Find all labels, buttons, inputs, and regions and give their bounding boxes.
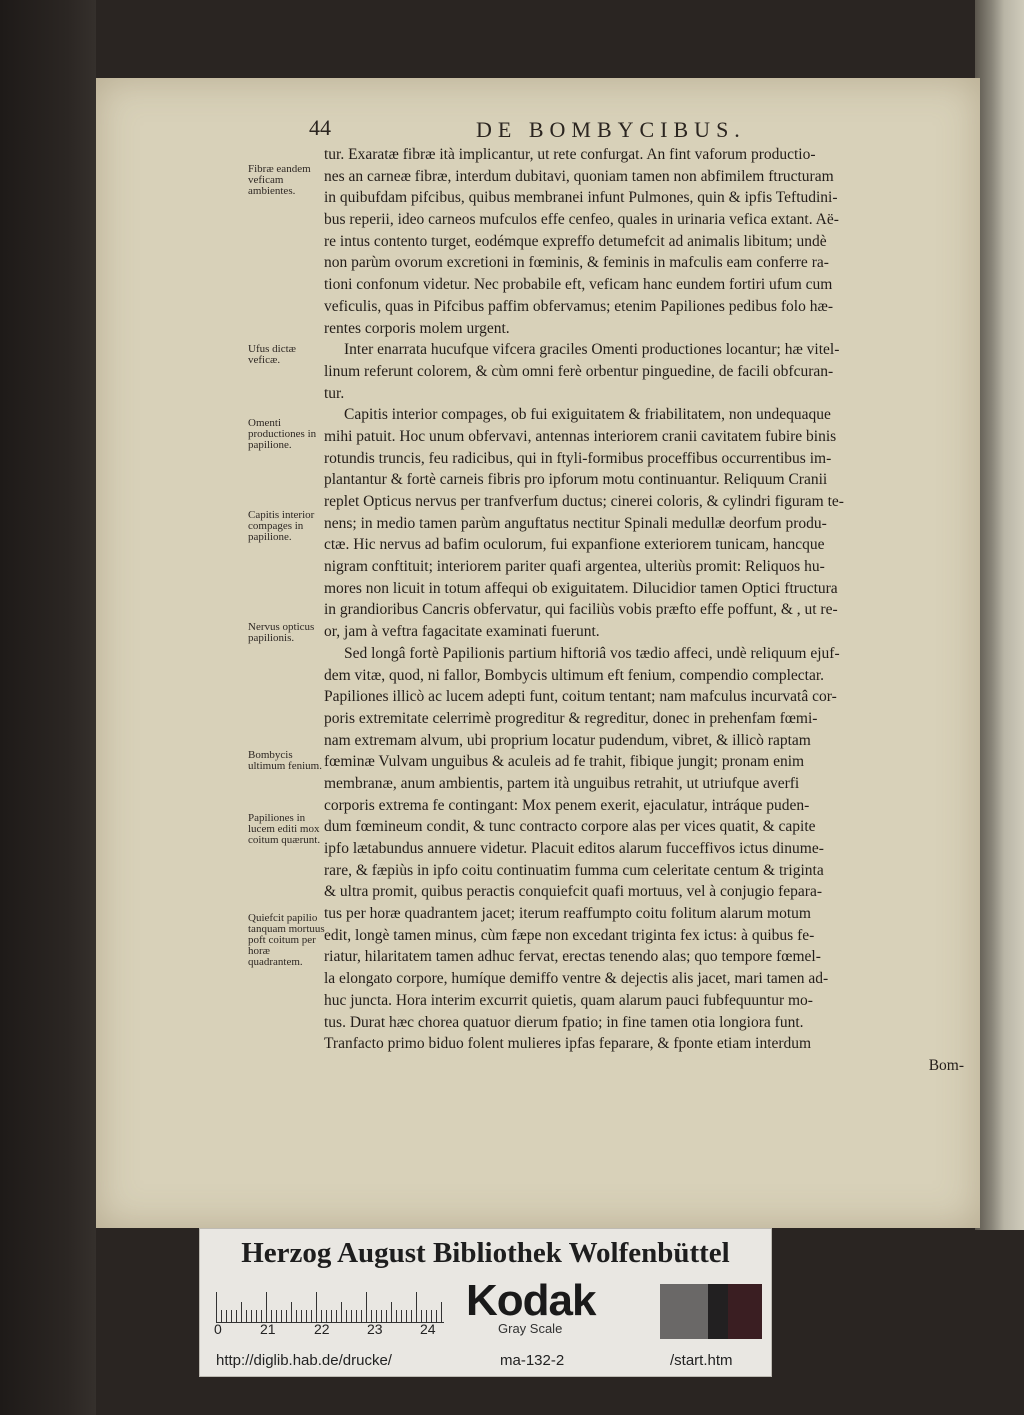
text-line: veficulis, quas in Pifcibus paffim obfervamus; etenim Papiliones pedibus folo hæ-: [324, 297, 833, 315]
text-line: nam extremam alvum, ubi proprium locatur pudendum, vibret, & illicò raptam: [324, 731, 811, 749]
ruler-label: 0: [214, 1321, 222, 1337]
text-line: Inter enarrata hucufque vifcera graciles Omenti productiones locantur; hæ vitel-: [344, 341, 840, 359]
text-line: la elongato corpore, humíque demiffo ventre & dejectis alis jacet, mari tamen ad-: [324, 970, 829, 988]
text-line: tur. Exaratæ fibræ ità implicantur, ut rete confurgat. An fint vaforum productio-: [324, 146, 816, 163]
text-line: nigram conftituit; interiorem pariter quafi argentea, ulteriùs promit: Reliquos hu-: [324, 558, 825, 576]
book-page: [96, 78, 980, 1228]
ruler-tick: [316, 1292, 317, 1322]
text-line: ipfo lætabundus annuere videtur. Placuit editos alarum fucceffivos ictus dinume-: [324, 840, 824, 857]
kodak-logo: Kodak: [466, 1276, 596, 1325]
text-line: Capitis interior compages, ob fui exiguitatem & friabilitatem, non undequaque: [344, 406, 831, 424]
margin-note: Papiliones in lucem editi mox coitum quærunt.: [248, 812, 321, 846]
ruler-tick: [216, 1292, 217, 1322]
ruler-tick: [391, 1302, 392, 1322]
scan-facing-page-edge: [975, 0, 1024, 1230]
margin-note: Capitis interior compages in papilione.: [248, 509, 315, 543]
card-footer: [200, 1347, 771, 1375]
text-line: bus reperii, ideo carneos mufculos effe cenfeo, quales in urinaria vefica extant. Aë-: [324, 211, 839, 229]
url-right: /start.htm: [670, 1352, 733, 1369]
text-line: huc juncta. Hora interim excurrit quietis, quam alarum pauci fubfequuntur mo-: [324, 991, 813, 1009]
text-line: rentes corporis molem urgent.: [324, 319, 510, 337]
ruler-label: 23: [367, 1321, 383, 1337]
margin-note: Ufus dictæ veficæ.: [248, 343, 296, 366]
text-line: membranæ, anum ambientis, partem ità unguibus retrahit, ut utriufque averfi: [324, 774, 800, 792]
text-line: edit, longè tamen minus, cùm fæpe non excedant triginta fex ictus: à quibus fe-: [324, 926, 815, 944]
color-patch-dark: [728, 1284, 762, 1339]
gray-patch-medium: [660, 1284, 708, 1339]
text-line: rotundis truncis, feu radicibus, qui in ftyli-formibus proceffibus occurrentibus im-: [324, 449, 832, 467]
margin-note: Omenti productiones in papilione.: [248, 417, 317, 451]
margin-note: Bombycis ultimum fenium.: [248, 749, 322, 772]
running-title: DE BOMBYCIBUS.: [476, 117, 746, 142]
text-line: linum referunt colorem, & cùm omni ferè orbentur pinguedine, de facili obfcuran-: [324, 362, 834, 380]
text-line: nes an carneæ fibræ, interdum dubitavi, quoniam tamen non abfimilem ftructuram: [324, 167, 834, 185]
scale-ruler: [216, 1284, 444, 1323]
catchword: Bom-: [928, 1056, 964, 1074]
text-line: tus. Durat hæc chorea quatuor dierum fpatio; in fine tamen otia longiora funt.: [324, 1013, 804, 1031]
ruler-tick: [266, 1292, 267, 1322]
page-number: 44: [309, 115, 331, 140]
text-line: corporis extrema fe contingant: Mox penem exerit, ejaculatur, intráque puden-: [324, 796, 810, 814]
ruler-tick: [341, 1302, 342, 1322]
ruler-label: 22: [314, 1321, 330, 1337]
text-line: dum fœmineum condit, & tunc contracto corpore alas per vices quatit, & capite: [324, 818, 816, 836]
text-line: plantantur & fortè carneis fibris pro ipforum motu continuantur. Reliquum Cranii: [324, 471, 828, 489]
scan-background-left: [0, 0, 96, 1415]
item-code: ma-132-2: [500, 1352, 565, 1369]
margin-note: Fibræ eandem veficam ambientes.: [248, 163, 311, 197]
text-line: & ultra promit, quibus peractis conquiefcit quafi mortuus, vel à conjugio fepara-: [324, 883, 823, 901]
ruler-tick: [291, 1302, 292, 1322]
text-line: tioni confonum videtur. Nec probabile eft, veficam hanc eundem fortiri ufum cum: [324, 276, 833, 294]
ruler-tick: [416, 1292, 417, 1322]
text-line: Tranfacto primo biduo folent mulieres ipfas feparare, & fponte etiam interdum: [324, 1035, 812, 1053]
gray-scale-label: Gray Scale: [498, 1321, 563, 1336]
library-title: Herzog August Bibliothek Wolfenbüttel: [241, 1237, 730, 1269]
margin-note: Nervus opticus papilionis.: [248, 621, 315, 644]
text-line: re intus contento turget, eodémque expreffo detumefcit ad animalis libitum; undè: [324, 232, 827, 250]
text-line: in grandioribus Cancris obfervatur, qui faciliùs vobis præfto effe poffunt, & , ut re-: [324, 601, 838, 619]
kodak-color-card: [199, 1228, 772, 1377]
text-line: riatur, hilaritatem tamen adhuc fervat, erectas tenendo alas; quo tempore fœmel-: [324, 948, 821, 966]
ruler-tick: [441, 1302, 442, 1322]
text-line: rare, & fæpiùs in ipfo coitu continuatim fumma cum celeritate centum & triginta: [324, 861, 824, 879]
text-line: Papiliones illicò ac lucem adepti funt, coitum tentant; nam mafculus incurvatâ cor-: [324, 688, 837, 706]
ruler-tick: [366, 1292, 367, 1322]
margin-note: Quiefcit papilio tanquam mortuus poft coitum per horæ quadrantem.: [248, 912, 325, 968]
text-line: in quibufdam pifcibus, quibus membranei infunt Pulmones, quin & ipfis Teftudini-: [324, 189, 838, 207]
text-line: dem vitæ, quod, ni fallor, Bombycis ultimum eft fenium, compendio complectar.: [324, 666, 825, 684]
margin-notes: [248, 148, 326, 1148]
ruler-tick: [241, 1302, 242, 1322]
text-line: fœminæ Vulvam unguibus & aculeis ad fe trahit, fibique jungit; pronam enim: [324, 753, 805, 771]
text-line: mihi patuit. Hoc unum obfervavi, antennas interiorem cranii cavitatem fubire binis: [324, 427, 837, 445]
ruler-label: 24: [420, 1321, 436, 1337]
text-line: non parùm ovorum excretioni in fœminis, & feminis in mafculis eam conferre ra-: [324, 254, 829, 272]
url-left: http://diglib.hab.de/drucke/: [216, 1352, 392, 1369]
text-line: nens; in medio tamen parùm anguftatus nectitur Spinali medullæ deorfum produ-: [324, 514, 827, 532]
text-line: replet Opticus nervus per tranfverfum ductus; cinerei coloris, & cylindri figuram te-: [324, 493, 844, 510]
text-line: or, jam à veftra fagacitate examinati fuerunt.: [324, 623, 600, 641]
body-text: [324, 144, 964, 1077]
text-line: mores non licuit in totum affequi ob exiguitatem. Dilucidior tamen Optici ftructura: [324, 579, 838, 597]
text-line: tus per horæ quadrantem jacet; iterum reaffumpto coitu folitum alarum motum: [324, 905, 811, 923]
text-line: poris extremitate celerrimè progreditur & regreditur, donec in prehenfam fœmi-: [324, 709, 818, 727]
ruler-label: 21: [260, 1321, 276, 1337]
text-line: Sed longâ fortè Papilionis partium hiftoriâ vos tædio affeci, undè reliquum ejuf-: [344, 644, 840, 662]
ruler-labels: [214, 1321, 454, 1339]
text-line: tur.: [324, 384, 345, 402]
gray-patch-dark: [708, 1284, 728, 1339]
text-line: ctæ. Hic nervus ad bafim oculorum, fui expanfione exteriorem tunicam, hancque: [324, 536, 825, 554]
